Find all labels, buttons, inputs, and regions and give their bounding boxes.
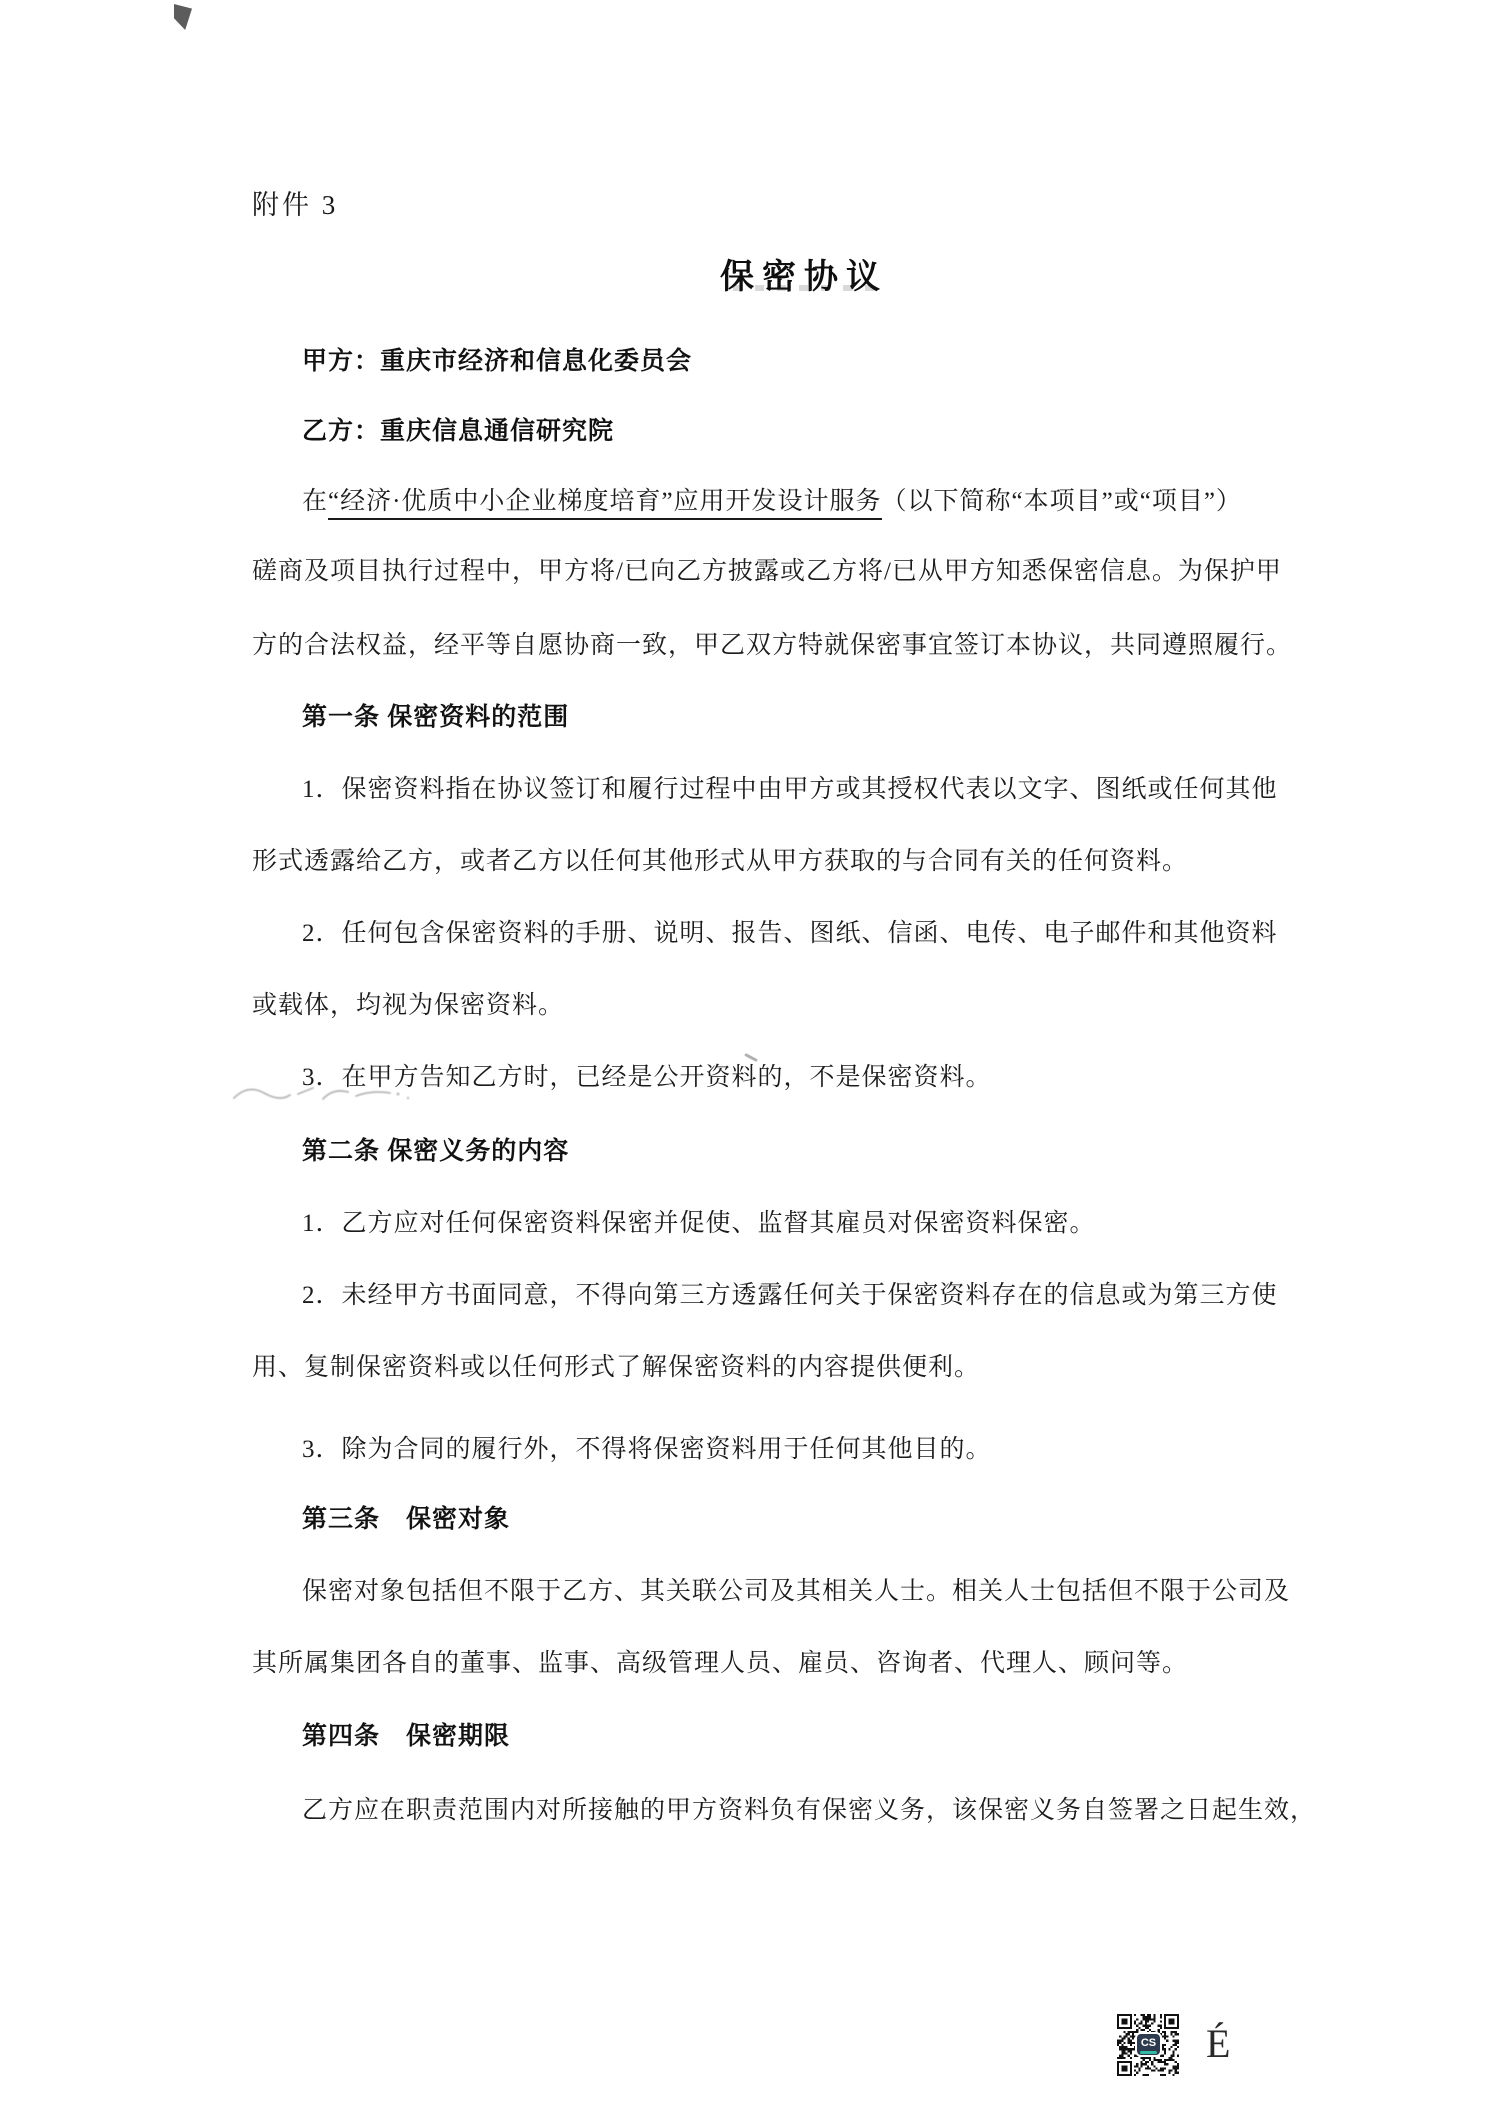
preamble-prefix: 在 [302,488,329,515]
section-1-item-3-line-1: 3．在甲方告知乙方时，已经是公开资料的，不是保密资料。 [302,1064,992,1091]
section-2-item-1-line-1: 1．乙方应对任何保密资料保密并促使、监督其雇员对保密资料保密。 [302,1210,1096,1237]
preamble-line-2: 磋商及项目执行过程中，甲方将/已向乙方披露或乙方将/已从甲方知悉保密信息。为保护甲 [252,558,1282,585]
section-3-heading: 第三条 保密对象 [302,1506,511,1533]
section-2-item-2-line-1: 2．未经甲方书面同意，不得向第三方透露任何关于保密资料存在的信息或为第三方使 [302,1282,1278,1309]
camscanner-logo-label: CS [1140,2036,1157,2049]
camscanner-qr-code [1117,2012,1179,2078]
project-name-underlined: “经济·优质中小企业梯度培育”应用开发设计服务 [328,488,882,520]
section-1-item-2-line-1: 2．任何包含保密资料的手册、说明、报告、图纸、信函、电传、电子邮件和其他资料 [302,920,1278,947]
section-4-item-1-line-1: 乙方应在职责范围内对所接触的甲方资料负有保密义务，该保密义务自签署之日起生效， [302,1797,1317,1824]
attachment-label: 附件 3 [252,190,339,220]
party-b-line: 乙方：重庆信息通信研究院 [302,418,615,445]
footer-side-mark: É [1206,2021,1231,2066]
preamble-line-3: 方的合法权益，经平等自愿协商一致，甲乙双方特就保密事宜签订本协议，共同遵照履行。 [252,632,1293,659]
camscanner-logo [1137,2034,1160,2055]
preamble-suffix: （以下简称“本项目”或“项目”） [881,488,1242,515]
party-a-line: 甲方：重庆市经济和信息化委员会 [302,348,693,375]
section-3-item-1-line-2: 其所属集团各自的董事、监事、高级管理人员、雇员、咨询者、代理人、顾问等。 [252,1650,1189,1677]
document-title: 保密协议 [720,259,888,296]
section-3-item-1-line-1: 保密对象包括但不限于乙方、其关联公司及其相关人士。相关人士包括但不限于公司及 [302,1578,1291,1605]
section-1-heading: 第一条 保密资料的范围 [302,704,570,731]
section-1-item-2-line-2: 或载体，均视为保密资料。 [252,992,565,1019]
section-1-item-1-line-2: 形式透露给乙方，或者乙方以任何其他形式从甲方获取的与合同有关的任何资料。 [252,848,1189,875]
scan-artifact-corner [174,4,192,30]
section-2-item-2-line-2: 用、复制保密资料或以任何形式了解保密资料的内容提供便利。 [252,1354,981,1381]
section-1-item-1-line-1: 1．保密资料指在协议签订和履行过程中由甲方或其授权代表以文字、图纸或任何其他 [302,776,1278,803]
preamble-line-1 [302,481,1242,517]
section-4-heading: 第四条 保密期限 [302,1723,511,1750]
section-2-heading: 第二条 保密义务的内容 [302,1138,570,1165]
section-2-item-3-line-1: 3．除为合同的履行外，不得将保密资料用于任何其他目的。 [302,1436,992,1463]
